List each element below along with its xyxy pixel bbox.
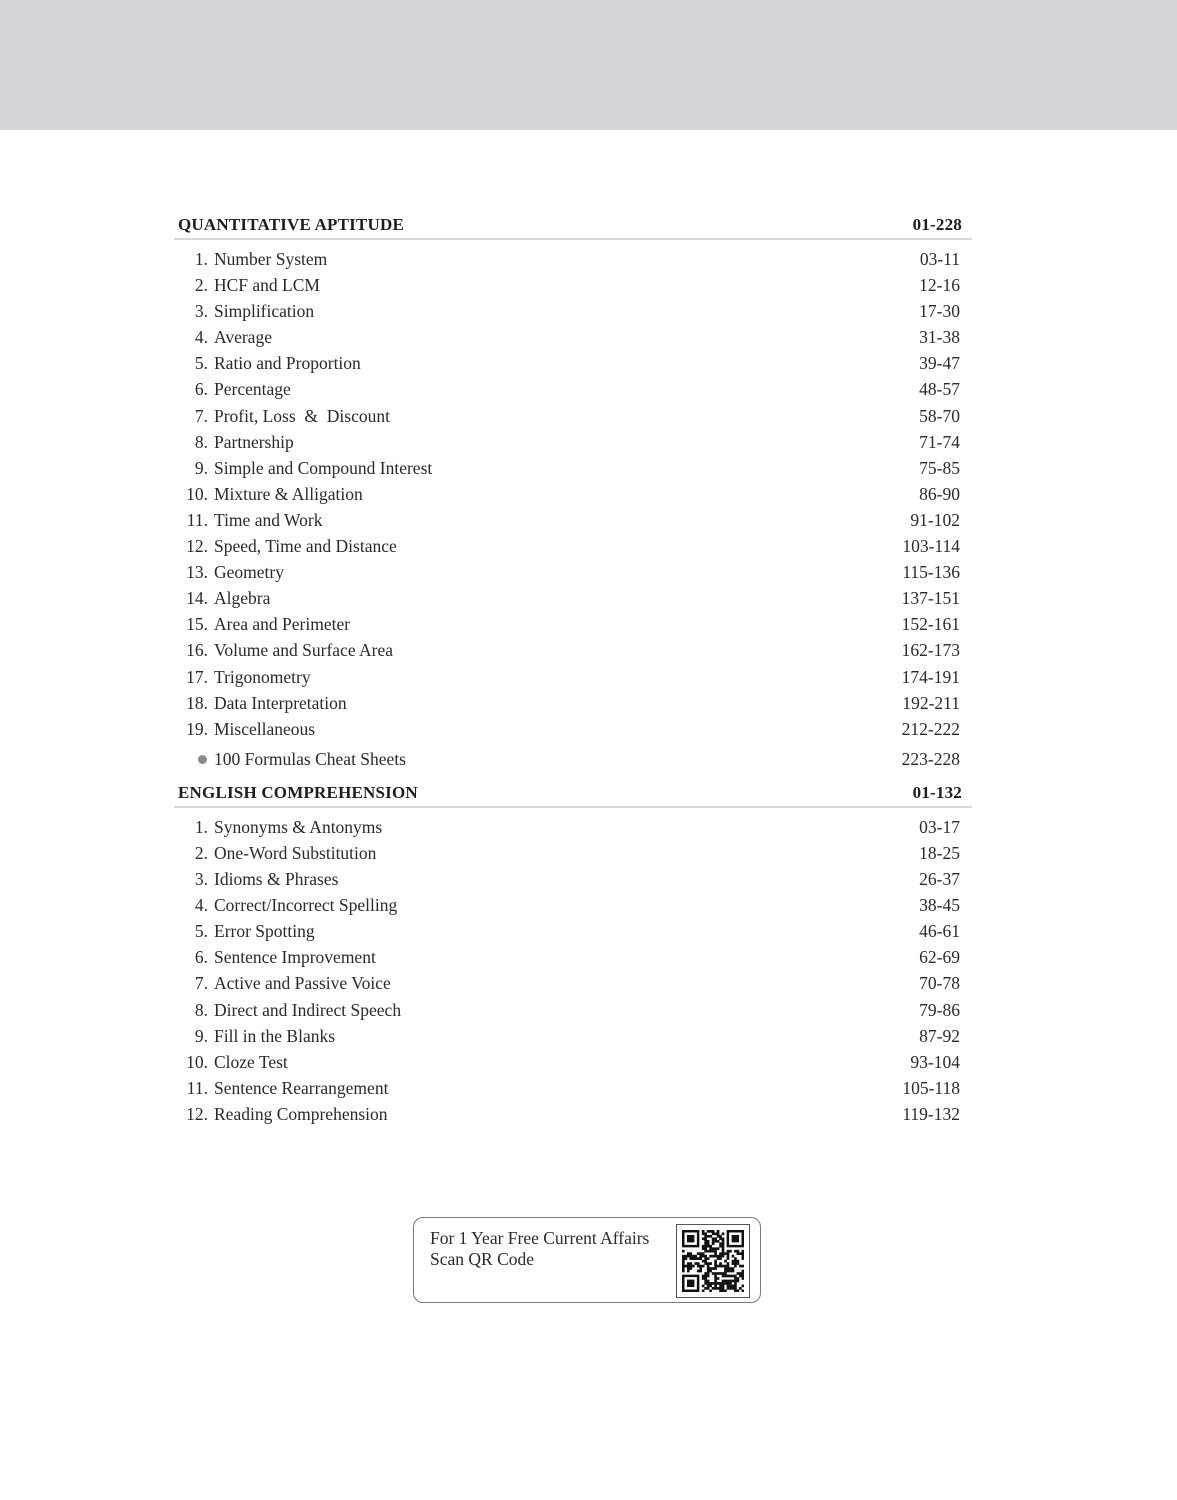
- chapter-title: HCF and LCM: [214, 275, 320, 296]
- chapter-title: Average: [214, 327, 272, 348]
- chapter-number: 19.: [186, 718, 208, 739]
- list-item[interactable]: [174, 814, 972, 840]
- chapter-number: 5.: [194, 353, 208, 374]
- section-title: QUANTITATIVE APTITUDE: [178, 215, 405, 234]
- list-item[interactable]: [174, 350, 972, 376]
- chapter-pages: 31-38: [919, 327, 960, 348]
- list-item[interactable]: [174, 892, 972, 918]
- list-item-extra[interactable]: [174, 746, 972, 772]
- chapter-title: Partnership: [214, 431, 294, 452]
- chapter-number: 6.: [194, 379, 208, 400]
- chapter-title: Geometry: [214, 562, 284, 583]
- chapter-title: 100 Formulas Cheat Sheets: [214, 748, 406, 769]
- list-item[interactable]: [174, 246, 972, 272]
- chapter-number: 11.: [186, 1077, 208, 1098]
- chapter-title: Cloze Test: [214, 1051, 288, 1072]
- chapter-number: 7.: [194, 405, 208, 426]
- chapter-title: Percentage: [214, 379, 291, 400]
- chapter-pages: 115-136: [902, 562, 960, 583]
- chapter-number: 9.: [194, 457, 208, 478]
- bullet-icon: [198, 755, 207, 764]
- chapter-title: Sentence Rearrangement: [214, 1077, 389, 1098]
- chapter-pages: 75-85: [919, 457, 960, 478]
- chapter-title: Synonyms & Antonyms: [214, 816, 383, 837]
- chapter-pages: 192-211: [902, 692, 960, 713]
- list-item[interactable]: [174, 507, 972, 533]
- list-item[interactable]: [174, 1049, 972, 1075]
- section-page-range: 01-132: [912, 782, 962, 802]
- chapter-pages: 26-37: [919, 869, 960, 890]
- chapter-number: 2.: [194, 842, 208, 863]
- chapter-number: 3.: [194, 301, 208, 322]
- list-item[interactable]: [174, 918, 972, 944]
- chapter-pages: 71-74: [919, 431, 960, 452]
- table-of-contents: [174, 212, 972, 1127]
- chapter-number: 10.: [186, 483, 208, 504]
- chapter-title: One-Word Substitution: [214, 842, 377, 863]
- chapter-number: 13.: [186, 562, 208, 583]
- chapter-number: 2.: [194, 275, 208, 296]
- chapter-title: Trigonometry: [214, 666, 311, 687]
- chapter-pages: 119-132: [902, 1103, 960, 1124]
- chapter-number: 8.: [194, 999, 208, 1020]
- chapter-number: 18.: [186, 692, 208, 713]
- chapter-title: Reading Comprehension: [214, 1103, 388, 1124]
- chapter-number: 14.: [186, 588, 208, 609]
- chapter-pages: 46-61: [919, 921, 960, 942]
- list-item[interactable]: [174, 611, 972, 637]
- chapter-pages: 93-104: [910, 1051, 960, 1072]
- chapter-pages: 79-86: [919, 999, 960, 1020]
- chapter-pages: 103-114: [902, 536, 960, 557]
- chapter-title: Correct/Incorrect Spelling: [214, 895, 398, 916]
- chapter-title: Volume and Surface Area: [214, 640, 393, 661]
- list-item[interactable]: [174, 866, 972, 892]
- list-item[interactable]: [174, 944, 972, 970]
- qr-promo-box[interactable]: [413, 1217, 761, 1303]
- chapter-title: Speed, Time and Distance: [214, 536, 397, 557]
- chapter-title: Algebra: [214, 588, 271, 609]
- section-heading: [174, 212, 972, 240]
- chapter-title: Direct and Indirect Speech: [214, 999, 402, 1020]
- header-band: [0, 0, 1177, 130]
- chapter-pages: 58-70: [919, 405, 960, 426]
- chapter-number: 7.: [194, 973, 208, 994]
- chapter-number: 3.: [194, 869, 208, 890]
- chapter-number: 8.: [194, 431, 208, 452]
- chapter-title: Simplification: [214, 301, 315, 322]
- chapter-number: 4.: [194, 327, 208, 348]
- chapter-pages: 152-161: [901, 614, 960, 635]
- list-item[interactable]: [174, 272, 972, 298]
- chapter-title: Data Interpretation: [214, 692, 347, 713]
- section-english-comprehension: [174, 780, 972, 1127]
- chapter-title: Number System: [214, 249, 328, 269]
- list-item[interactable]: [174, 429, 972, 455]
- chapter-number: 12.: [186, 1103, 208, 1124]
- chapter-pages: 91-102: [910, 509, 960, 530]
- section-page-range: 01-228: [912, 215, 962, 234]
- chapter-pages: 12-16: [919, 275, 960, 296]
- qr-promo-line1: For 1 Year Free Current Affairs: [430, 1228, 650, 1248]
- qr-promo-line2: Scan QR Code: [430, 1249, 535, 1269]
- list-item[interactable]: [174, 970, 972, 996]
- list-item[interactable]: [174, 690, 972, 716]
- chapter-title: Active and Passive Voice: [214, 973, 391, 994]
- qr-code-icon[interactable]: [676, 1224, 750, 1298]
- chapter-pages: 17-30: [919, 301, 960, 322]
- list-item[interactable]: [174, 559, 972, 585]
- list-item[interactable]: [174, 997, 972, 1023]
- chapter-title: Sentence Improvement: [214, 947, 376, 968]
- chapter-number: 15.: [186, 614, 208, 635]
- chapter-number: 1.: [194, 249, 208, 269]
- chapter-title: Error Spotting: [214, 921, 315, 942]
- chapter-title: Mixture & Alligation: [214, 483, 363, 504]
- list-item[interactable]: [174, 585, 972, 611]
- list-item[interactable]: [174, 376, 972, 402]
- list-item[interactable]: [174, 298, 972, 324]
- chapter-number: 16.: [186, 640, 208, 661]
- chapter-number: 10.: [186, 1051, 208, 1072]
- chapter-title: Miscellaneous: [214, 718, 316, 739]
- chapter-pages: 86-90: [919, 483, 960, 504]
- chapter-pages: 223-228: [901, 748, 960, 769]
- chapter-number: 12.: [186, 536, 208, 557]
- chapter-title: Profit, Loss & Discount: [214, 405, 390, 426]
- chapter-pages: 62-69: [919, 947, 960, 968]
- list-item[interactable]: [174, 481, 972, 507]
- list-item[interactable]: [174, 1075, 972, 1101]
- section-heading: [174, 780, 972, 808]
- chapter-number: 5.: [194, 921, 208, 942]
- chapter-pages: 105-118: [902, 1077, 960, 1098]
- chapter-pages: 174-191: [901, 666, 960, 687]
- chapter-pages: 39-47: [919, 353, 960, 374]
- chapter-number: 17.: [186, 666, 208, 687]
- chapter-pages: 87-92: [919, 1025, 960, 1046]
- chapter-title: Area and Perimeter: [214, 614, 351, 635]
- list-item[interactable]: [174, 403, 972, 429]
- section-title: ENGLISH COMPREHENSION: [178, 782, 418, 802]
- list-item[interactable]: [174, 840, 972, 866]
- section-quantitative-aptitude: [174, 212, 972, 772]
- list-item[interactable]: [174, 637, 972, 663]
- list-item[interactable]: [174, 664, 972, 690]
- list-item[interactable]: [174, 455, 972, 481]
- chapter-title: Fill in the Blanks: [214, 1025, 336, 1046]
- chapter-number: 1.: [194, 816, 208, 837]
- list-item[interactable]: [174, 533, 972, 559]
- list-item[interactable]: [174, 324, 972, 350]
- chapter-number: 4.: [194, 895, 208, 916]
- chapter-number: 9.: [194, 1025, 208, 1046]
- chapter-pages: 03-11: [919, 249, 960, 269]
- chapter-list: [174, 246, 972, 742]
- chapter-title: Time and Work: [214, 509, 323, 530]
- list-item[interactable]: [174, 716, 972, 742]
- list-item[interactable]: [174, 1023, 972, 1049]
- list-item[interactable]: [174, 1101, 972, 1127]
- chapter-title: Simple and Compound Interest: [214, 457, 433, 478]
- chapter-pages: 48-57: [919, 379, 960, 400]
- chapter-pages: 38-45: [919, 895, 960, 916]
- chapter-title: Idioms & Phrases: [214, 869, 339, 890]
- chapter-number: 11.: [186, 509, 208, 530]
- chapter-pages: 162-173: [901, 640, 960, 661]
- qr-promo-text: [430, 1228, 649, 1270]
- chapter-pages: 18-25: [919, 842, 960, 863]
- chapter-title: Ratio and Proportion: [214, 353, 361, 374]
- chapter-pages: 70-78: [919, 973, 960, 994]
- chapter-pages: 212-222: [901, 718, 960, 739]
- chapter-number: 6.: [194, 947, 208, 968]
- chapter-list: [174, 814, 972, 1127]
- chapter-pages: 03-17: [919, 816, 960, 837]
- chapter-pages: 137-151: [901, 588, 960, 609]
